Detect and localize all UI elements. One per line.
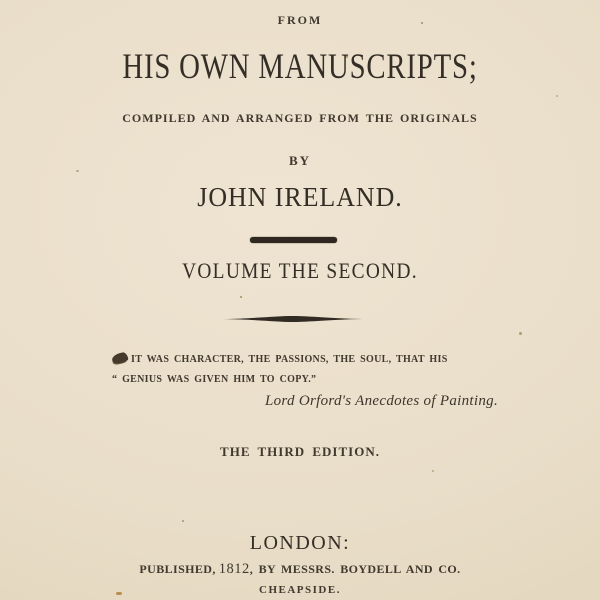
- thick-rule-divider: [250, 237, 337, 243]
- paper-speckle: [432, 470, 434, 472]
- imprint-year: 1812: [218, 561, 250, 577]
- author-name: JOHN IRELAND.: [197, 182, 403, 212]
- imprint-publisher-line: [0, 561, 600, 578]
- by-label: BY: [288, 153, 312, 168]
- imprint-publisher-suffix: , BY MESSRS. BOYDELL AND CO.: [249, 562, 461, 576]
- edition-line: THE THIRD EDITION.: [220, 444, 380, 459]
- imprint-publisher-prefix: PUBLISHED,: [139, 562, 216, 576]
- paper-speckle: [182, 520, 184, 522]
- paper-speckle: [519, 332, 522, 335]
- swelled-rule-divider: [223, 315, 363, 323]
- volume-title: VOLUME THE SECOND.: [182, 258, 418, 283]
- quote-attribution: Lord Orford's Anecdotes of Painting.: [264, 393, 498, 409]
- paper-speckle: [76, 170, 79, 172]
- epigraph-quote: [112, 354, 500, 410]
- imprint-address: CHEAPSIDE.: [259, 584, 341, 596]
- compiled-line: COMPILED AND ARRANGED FROM THE ORIGINALS: [122, 111, 478, 125]
- quote-line-1: IT WAS CHARACTER, THE PASSIONS, THE SOUL, THAT HIS: [131, 354, 448, 365]
- book-title: HIS OWN MANUSCRIPTS;: [122, 46, 478, 86]
- paper-speckle: [240, 296, 242, 298]
- paper-speckle: [556, 95, 558, 97]
- imprint-city: LONDON:: [249, 532, 351, 554]
- from-label: FROM: [277, 13, 323, 27]
- quote-line-2: “ GENIUS WAS GIVEN HIM TO COPY.”: [112, 374, 317, 385]
